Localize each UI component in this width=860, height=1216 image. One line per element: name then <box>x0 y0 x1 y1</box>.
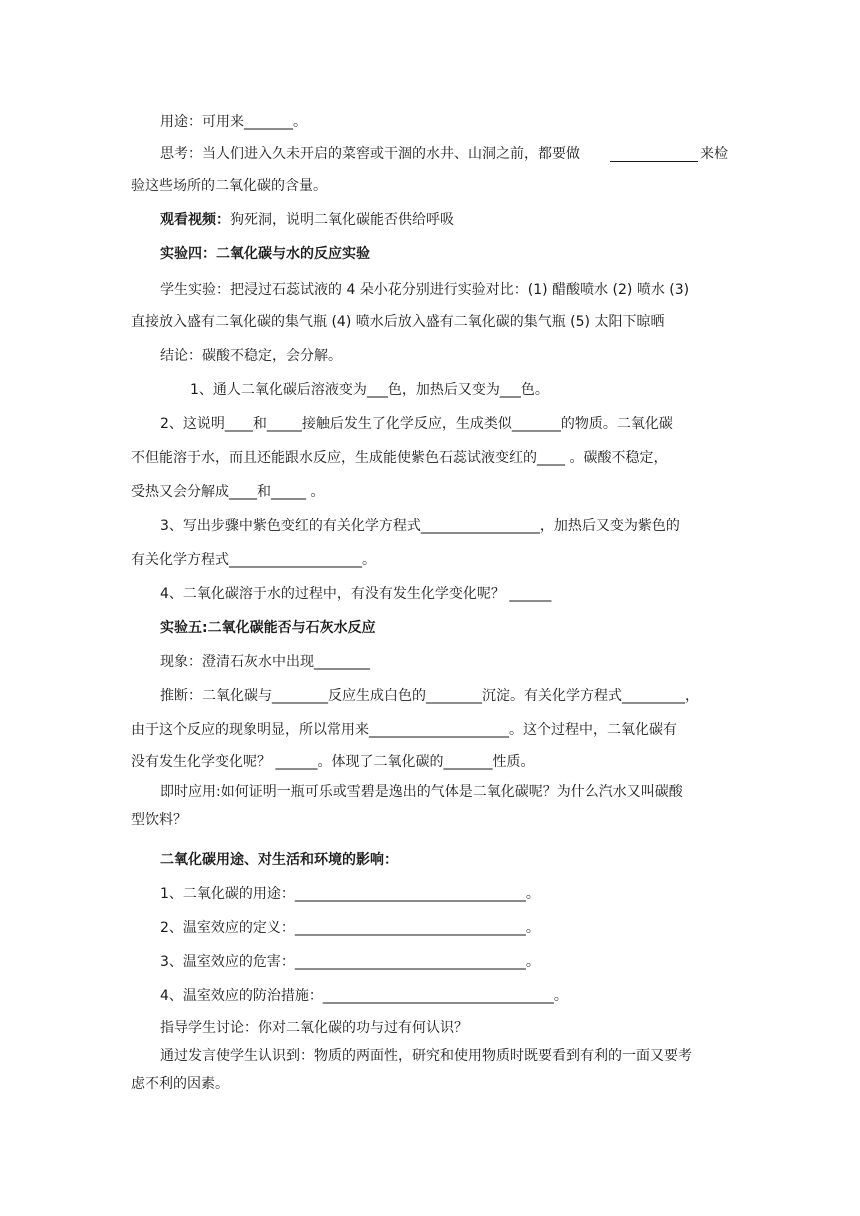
inference-line-1: 推断：二氧化碳与________反应生成白色的________沉淀。有关化学方程式_________， <box>160 688 699 704</box>
question-2-line-3: 受热又会分解成____和_____ 。 <box>131 484 325 500</box>
think-blank <box>610 161 698 162</box>
question-4: 4、二氧化碳溶于水的过程中，有没有发生化学变化呢？ ______ <box>160 586 552 602</box>
discussion-line: 指导学生讨论：你对二氧化碳的功与过有何认识？ <box>160 1020 468 1036</box>
summary-line-1: 通过发言使学生认识到：物质的两面性，研究和使用物质时既要看到有利的一面又要考 <box>160 1048 692 1064</box>
question-3-line-1: 3、写出步骤中紫色变红的有关化学方程式_________________，加热后又变为紫色的 <box>160 518 680 534</box>
video-label: 观看视频： <box>160 212 230 228</box>
experiment-5-heading: 实验五:二氧化碳能否与石灰水反应 <box>160 620 376 636</box>
usage-line: 用途：可用来_______。 <box>160 114 307 130</box>
impact-item-3: 3、温室效应的危害：_________________________________。 <box>160 954 540 970</box>
question-3-line-2: 有关化学方程式___________________。 <box>131 552 376 568</box>
question-2-line-1: 2、这说明____和_____接触后发生了化学反应，生成类似_______的物质。二氧化碳 <box>160 416 673 432</box>
video-text: 狗死洞，说明二氧化碳能否供给呼吸 <box>230 212 454 228</box>
phenomenon-line: 现象：澄清石灰水中出现________ <box>160 654 370 670</box>
application-line-2: 型饮料？ <box>131 812 187 828</box>
inference-line-2: 由于这个反应的现象明显，所以常用来____________________。这个过程中，二氧化碳有 <box>131 722 677 738</box>
question-1: 1、通人二氧化碳后溶液变为___色，加热后又变为___色。 <box>190 382 549 398</box>
impact-item-1: 1、二氧化碳的用途：_________________________________。 <box>160 886 540 902</box>
impact-item-4: 4、温室效应的防治措施：_________________________________。 <box>160 988 568 1004</box>
think-line-2: 验这些场所的二氧化碳的含量。 <box>131 178 327 194</box>
summary-line-2: 虑不利的因素。 <box>131 1076 229 1092</box>
think-line-tail: 来检 <box>700 146 728 162</box>
question-2-line-2: 不但能溶于水，而且还能跟水反应，生成能使紫色石蕊试液变红的____ 。碳酸不稳定， <box>131 450 668 466</box>
impact-item-2: 2、温室效应的定义：_________________________________。 <box>160 920 540 936</box>
application-line-1: 即时应用:如何证明一瓶可乐或雪碧是逸出的气体是二氧化碳呢？为什么汽水又叫碳酸 <box>160 784 683 800</box>
co2-impact-heading: 二氧化碳用途、对生活和环境的影响： <box>160 852 398 868</box>
think-line: 思考：当人们进入久未开启的菜窖或干涸的水井、山洞之前，都要做 <box>160 146 580 162</box>
experiment-4-heading: 实验四：二氧化碳与水的反应实验 <box>160 246 370 262</box>
student-experiment-line-2: 直接放入盛有二氧化碳的集气瓶 (4) 喷水后放入盛有二氧化碳的集气瓶 (5) 太阳下晾晒 <box>131 314 665 330</box>
student-experiment-line-1: 学生实验：把浸过石蕊试液的 4 朵小花分别进行实验对比：(1) 醋酸喷水 (2) 喷水 (3) <box>160 282 690 298</box>
conclusion-line: 结论：碳酸不稳定，会分解。 <box>160 348 342 364</box>
inference-line-3: 没有发生化学变化呢？ ______。体现了二氧化碳的_______性质。 <box>131 754 535 770</box>
